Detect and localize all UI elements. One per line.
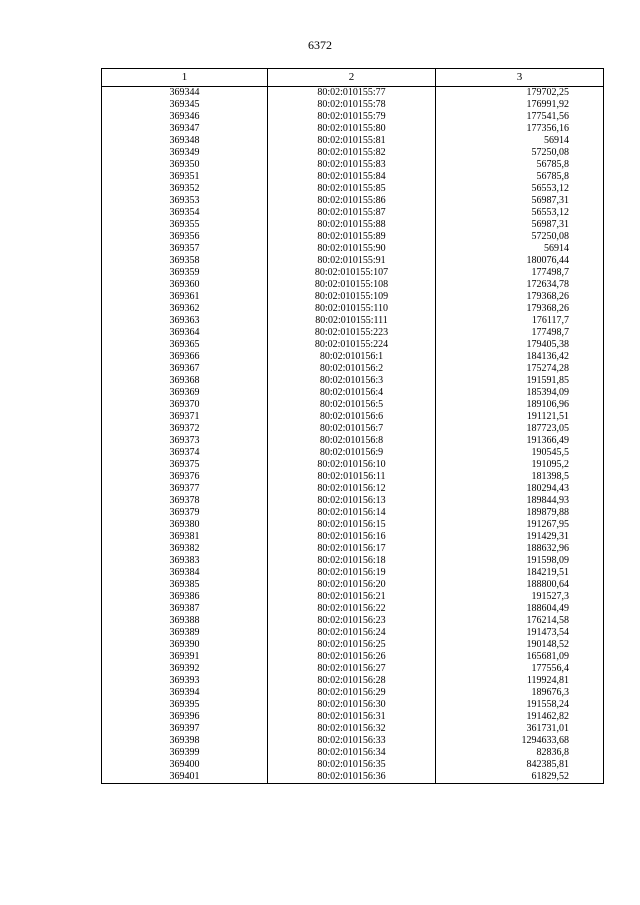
table-row [102, 555, 604, 567]
table-row [102, 519, 604, 531]
value-cell: 179368,26 [436, 303, 604, 315]
table-row [102, 111, 604, 123]
table-row [102, 339, 604, 351]
record-number-cell: 369368 [102, 375, 268, 387]
cadastral-number-cell: 80:02:010156:15 [268, 519, 436, 531]
cadastral-number-cell: 80:02:010156:16 [268, 531, 436, 543]
record-number-cell: 369370 [102, 399, 268, 411]
cadastral-number-cell: 80:02:010155:81 [268, 135, 436, 147]
value-cell: 189106,96 [436, 399, 604, 411]
cadastral-number-cell: 80:02:010156:9 [268, 447, 436, 459]
value-cell: 1294633,68 [436, 735, 604, 747]
value-cell: 57250,08 [436, 231, 604, 243]
record-number-cell: 369396 [102, 711, 268, 723]
value-cell: 179368,26 [436, 291, 604, 303]
value-cell: 177498,7 [436, 267, 604, 279]
value-cell: 56785,8 [436, 159, 604, 171]
cadastral-number-cell: 80:02:010155:79 [268, 111, 436, 123]
value-cell: 180076,44 [436, 255, 604, 267]
cadastral-number-cell: 80:02:010155:224 [268, 339, 436, 351]
value-cell: 185394,09 [436, 387, 604, 399]
cadastral-number-cell: 80:02:010156:14 [268, 507, 436, 519]
cadastral-number-cell: 80:02:010156:20 [268, 579, 436, 591]
record-number-cell: 369401 [102, 771, 268, 784]
table-row [102, 159, 604, 171]
table-row [102, 243, 604, 255]
table-row [102, 87, 604, 100]
table-row [102, 411, 604, 423]
value-cell: 191527,3 [436, 591, 604, 603]
value-cell: 191267,95 [436, 519, 604, 531]
value-cell: 177356,16 [436, 123, 604, 135]
value-cell: 56553,12 [436, 183, 604, 195]
value-cell: 189676,3 [436, 687, 604, 699]
value-cell: 189844,93 [436, 495, 604, 507]
value-cell: 188604,49 [436, 603, 604, 615]
value-cell: 191366,49 [436, 435, 604, 447]
record-number-cell: 369382 [102, 543, 268, 555]
cadastral-number-cell: 80:02:010156:18 [268, 555, 436, 567]
value-cell: 191598,09 [436, 555, 604, 567]
table-row [102, 615, 604, 627]
record-number-cell: 369394 [102, 687, 268, 699]
record-number-cell: 369393 [102, 675, 268, 687]
record-number-cell: 369386 [102, 591, 268, 603]
record-number-cell: 369390 [102, 639, 268, 651]
cadastral-number-cell: 80:02:010155:85 [268, 183, 436, 195]
table-row [102, 723, 604, 735]
table-row [102, 663, 604, 675]
value-cell: 187723,05 [436, 423, 604, 435]
table-row [102, 603, 604, 615]
value-cell: 57250,08 [436, 147, 604, 159]
table-row [102, 759, 604, 771]
value-cell: 177556,4 [436, 663, 604, 675]
value-cell: 191558,24 [436, 699, 604, 711]
table-row [102, 687, 604, 699]
table-row [102, 435, 604, 447]
value-cell: 165681,09 [436, 651, 604, 663]
cadastral-number-cell: 80:02:010155:78 [268, 99, 436, 111]
table-row [102, 507, 604, 519]
cadastral-number-cell: 80:02:010156:23 [268, 615, 436, 627]
cadastral-number-cell: 80:02:010156:6 [268, 411, 436, 423]
record-number-cell: 369384 [102, 567, 268, 579]
record-number-cell: 369375 [102, 459, 268, 471]
value-cell: 172634,78 [436, 279, 604, 291]
value-cell: 56914 [436, 243, 604, 255]
value-cell: 56553,12 [436, 207, 604, 219]
record-number-cell: 369400 [102, 759, 268, 771]
cadastral-number-cell: 80:02:010156:35 [268, 759, 436, 771]
table-row [102, 567, 604, 579]
table-body [102, 87, 604, 784]
value-cell: 191591,85 [436, 375, 604, 387]
table-row [102, 699, 604, 711]
cadastral-number-cell: 80:02:010156:12 [268, 483, 436, 495]
value-cell: 56987,31 [436, 219, 604, 231]
record-number-cell: 369389 [102, 627, 268, 639]
cadastral-number-cell: 80:02:010156:27 [268, 663, 436, 675]
record-number-cell: 369379 [102, 507, 268, 519]
table-row [102, 495, 604, 507]
cadastral-number-cell: 80:02:010156:30 [268, 699, 436, 711]
value-cell: 191473,54 [436, 627, 604, 639]
cadastral-number-cell: 80:02:010156:4 [268, 387, 436, 399]
record-number-cell: 369360 [102, 279, 268, 291]
record-number-cell: 369353 [102, 195, 268, 207]
table-row [102, 135, 604, 147]
table-row [102, 231, 604, 243]
table-row [102, 291, 604, 303]
value-cell: 177541,56 [436, 111, 604, 123]
table-row [102, 711, 604, 723]
cadastral-number-cell: 80:02:010156:1 [268, 351, 436, 363]
record-number-cell: 369392 [102, 663, 268, 675]
column-header-1: 1 [102, 69, 268, 87]
cadastral-number-cell: 80:02:010155:91 [268, 255, 436, 267]
cadastral-number-cell: 80:02:010155:223 [268, 327, 436, 339]
record-number-cell: 369366 [102, 351, 268, 363]
value-cell: 176117,7 [436, 315, 604, 327]
cadastral-number-cell: 80:02:010155:83 [268, 159, 436, 171]
value-cell: 184219,51 [436, 567, 604, 579]
table-row [102, 579, 604, 591]
table-row [102, 771, 604, 784]
value-cell: 119924,81 [436, 675, 604, 687]
record-number-cell: 369373 [102, 435, 268, 447]
record-number-cell: 369359 [102, 267, 268, 279]
cadastral-number-cell: 80:02:010156:13 [268, 495, 436, 507]
record-number-cell: 369385 [102, 579, 268, 591]
record-number-cell: 369397 [102, 723, 268, 735]
record-number-cell: 369346 [102, 111, 268, 123]
table-row [102, 207, 604, 219]
record-number-cell: 369365 [102, 339, 268, 351]
record-number-cell: 369352 [102, 183, 268, 195]
table-row [102, 255, 604, 267]
record-number-cell: 369358 [102, 255, 268, 267]
record-number-cell: 369357 [102, 243, 268, 255]
record-number-cell: 369361 [102, 291, 268, 303]
table-row [102, 183, 604, 195]
record-number-cell: 369374 [102, 447, 268, 459]
table-row [102, 195, 604, 207]
column-header-2: 2 [268, 69, 436, 87]
table-row [102, 483, 604, 495]
record-number-cell: 369364 [102, 327, 268, 339]
value-cell: 177498,7 [436, 327, 604, 339]
record-number-cell: 369378 [102, 495, 268, 507]
record-number-cell: 369398 [102, 735, 268, 747]
record-number-cell: 369356 [102, 231, 268, 243]
value-cell: 842385,81 [436, 759, 604, 771]
record-number-cell: 369369 [102, 387, 268, 399]
value-cell: 188632,96 [436, 543, 604, 555]
table-row [102, 279, 604, 291]
record-number-cell: 369383 [102, 555, 268, 567]
value-cell: 189879,88 [436, 507, 604, 519]
cadastral-number-cell: 80:02:010155:107 [268, 267, 436, 279]
value-cell: 188800,64 [436, 579, 604, 591]
cadastral-number-cell: 80:02:010156:25 [268, 639, 436, 651]
record-number-cell: 369363 [102, 315, 268, 327]
value-cell: 190545,5 [436, 447, 604, 459]
cadastral-number-cell: 80:02:010156:31 [268, 711, 436, 723]
record-number-cell: 369388 [102, 615, 268, 627]
cadastral-number-cell: 80:02:010156:3 [268, 375, 436, 387]
table-row [102, 351, 604, 363]
value-cell: 180294,43 [436, 483, 604, 495]
table-row [102, 471, 604, 483]
cadastral-number-cell: 80:02:010155:111 [268, 315, 436, 327]
page-number: 6372 [308, 38, 332, 52]
cadastral-number-cell: 80:02:010155:110 [268, 303, 436, 315]
cadastral-number-cell: 80:02:010155:109 [268, 291, 436, 303]
cadastral-number-cell: 80:02:010155:89 [268, 231, 436, 243]
value-cell: 56914 [436, 135, 604, 147]
table-row [102, 387, 604, 399]
table-row [102, 363, 604, 375]
cadastral-number-cell: 80:02:010156:32 [268, 723, 436, 735]
table-row [102, 639, 604, 651]
cadastral-number-cell: 80:02:010155:90 [268, 243, 436, 255]
record-number-cell: 369387 [102, 603, 268, 615]
table-row [102, 735, 604, 747]
cadastral-number-cell: 80:02:010155:88 [268, 219, 436, 231]
record-number-cell: 369395 [102, 699, 268, 711]
table-row [102, 591, 604, 603]
record-number-cell: 369350 [102, 159, 268, 171]
table-row [102, 627, 604, 639]
cadastral-number-cell: 80:02:010156:33 [268, 735, 436, 747]
cadastral-number-cell: 80:02:010155:86 [268, 195, 436, 207]
record-number-cell: 369351 [102, 171, 268, 183]
cadastral-number-cell: 80:02:010155:108 [268, 279, 436, 291]
table-row [102, 531, 604, 543]
record-number-cell: 369348 [102, 135, 268, 147]
cadastral-number-cell: 80:02:010155:77 [268, 87, 436, 100]
table-row [102, 327, 604, 339]
record-number-cell: 369344 [102, 87, 268, 100]
table-row [102, 171, 604, 183]
cadastral-number-cell: 80:02:010156:5 [268, 399, 436, 411]
value-cell: 179702,25 [436, 87, 604, 100]
table-row [102, 447, 604, 459]
table-row [102, 315, 604, 327]
value-cell: 61829,52 [436, 771, 604, 784]
table-row [102, 423, 604, 435]
table-row [102, 99, 604, 111]
record-number-cell: 369381 [102, 531, 268, 543]
value-cell: 191095,2 [436, 459, 604, 471]
value-cell: 191462,82 [436, 711, 604, 723]
cadastral-number-cell: 80:02:010156:7 [268, 423, 436, 435]
cadastral-number-cell: 80:02:010155:84 [268, 171, 436, 183]
value-cell: 191121,51 [436, 411, 604, 423]
record-number-cell: 369391 [102, 651, 268, 663]
record-number-cell: 369362 [102, 303, 268, 315]
value-cell: 82836,8 [436, 747, 604, 759]
table-row [102, 303, 604, 315]
record-number-cell: 369399 [102, 747, 268, 759]
table-row [102, 459, 604, 471]
value-cell: 181398,5 [436, 471, 604, 483]
record-number-cell: 369349 [102, 147, 268, 159]
header-row [102, 69, 604, 87]
table-row [102, 543, 604, 555]
value-cell: 176991,92 [436, 99, 604, 111]
cadastral-number-cell: 80:02:010155:80 [268, 123, 436, 135]
value-cell: 190148,52 [436, 639, 604, 651]
cadastral-number-cell: 80:02:010155:87 [268, 207, 436, 219]
record-number-cell: 369367 [102, 363, 268, 375]
cadastral-number-cell: 80:02:010156:21 [268, 591, 436, 603]
table-row [102, 675, 604, 687]
value-cell: 175274,28 [436, 363, 604, 375]
record-number-cell: 369354 [102, 207, 268, 219]
record-number-cell: 369355 [102, 219, 268, 231]
cadastral-number-cell: 80:02:010156:34 [268, 747, 436, 759]
table-row [102, 219, 604, 231]
cadastral-number-cell: 80:02:010156:8 [268, 435, 436, 447]
table-row [102, 747, 604, 759]
cadastral-number-cell: 80:02:010156:17 [268, 543, 436, 555]
record-number-cell: 369347 [102, 123, 268, 135]
record-number-cell: 369377 [102, 483, 268, 495]
table-row [102, 267, 604, 279]
table-row [102, 123, 604, 135]
cadastral-number-cell: 80:02:010156:22 [268, 603, 436, 615]
cadastral-number-cell: 80:02:010156:2 [268, 363, 436, 375]
value-cell: 361731,01 [436, 723, 604, 735]
record-number-cell: 369380 [102, 519, 268, 531]
column-header-3: 3 [436, 69, 604, 87]
value-cell: 191429,31 [436, 531, 604, 543]
value-cell: 56987,31 [436, 195, 604, 207]
cadastral-number-cell: 80:02:010156:29 [268, 687, 436, 699]
value-cell: 179405,38 [436, 339, 604, 351]
record-number-cell: 369376 [102, 471, 268, 483]
cadastral-number-cell: 80:02:010156:28 [268, 675, 436, 687]
record-number-cell: 369371 [102, 411, 268, 423]
record-number-cell: 369372 [102, 423, 268, 435]
value-cell: 56785,8 [436, 171, 604, 183]
table-header [102, 69, 604, 87]
value-cell: 184136,42 [436, 351, 604, 363]
table-row [102, 375, 604, 387]
cadastral-number-cell: 80:02:010156:36 [268, 771, 436, 784]
cadastral-number-cell: 80:02:010156:11 [268, 471, 436, 483]
table-row [102, 651, 604, 663]
table-row [102, 147, 604, 159]
cadastral-number-cell: 80:02:010155:82 [268, 147, 436, 159]
registry-table [101, 68, 604, 784]
value-cell: 176214,58 [436, 615, 604, 627]
cadastral-number-cell: 80:02:010156:10 [268, 459, 436, 471]
record-number-cell: 369345 [102, 99, 268, 111]
cadastral-number-cell: 80:02:010156:26 [268, 651, 436, 663]
cadastral-number-cell: 80:02:010156:19 [268, 567, 436, 579]
table-row [102, 399, 604, 411]
cadastral-number-cell: 80:02:010156:24 [268, 627, 436, 639]
